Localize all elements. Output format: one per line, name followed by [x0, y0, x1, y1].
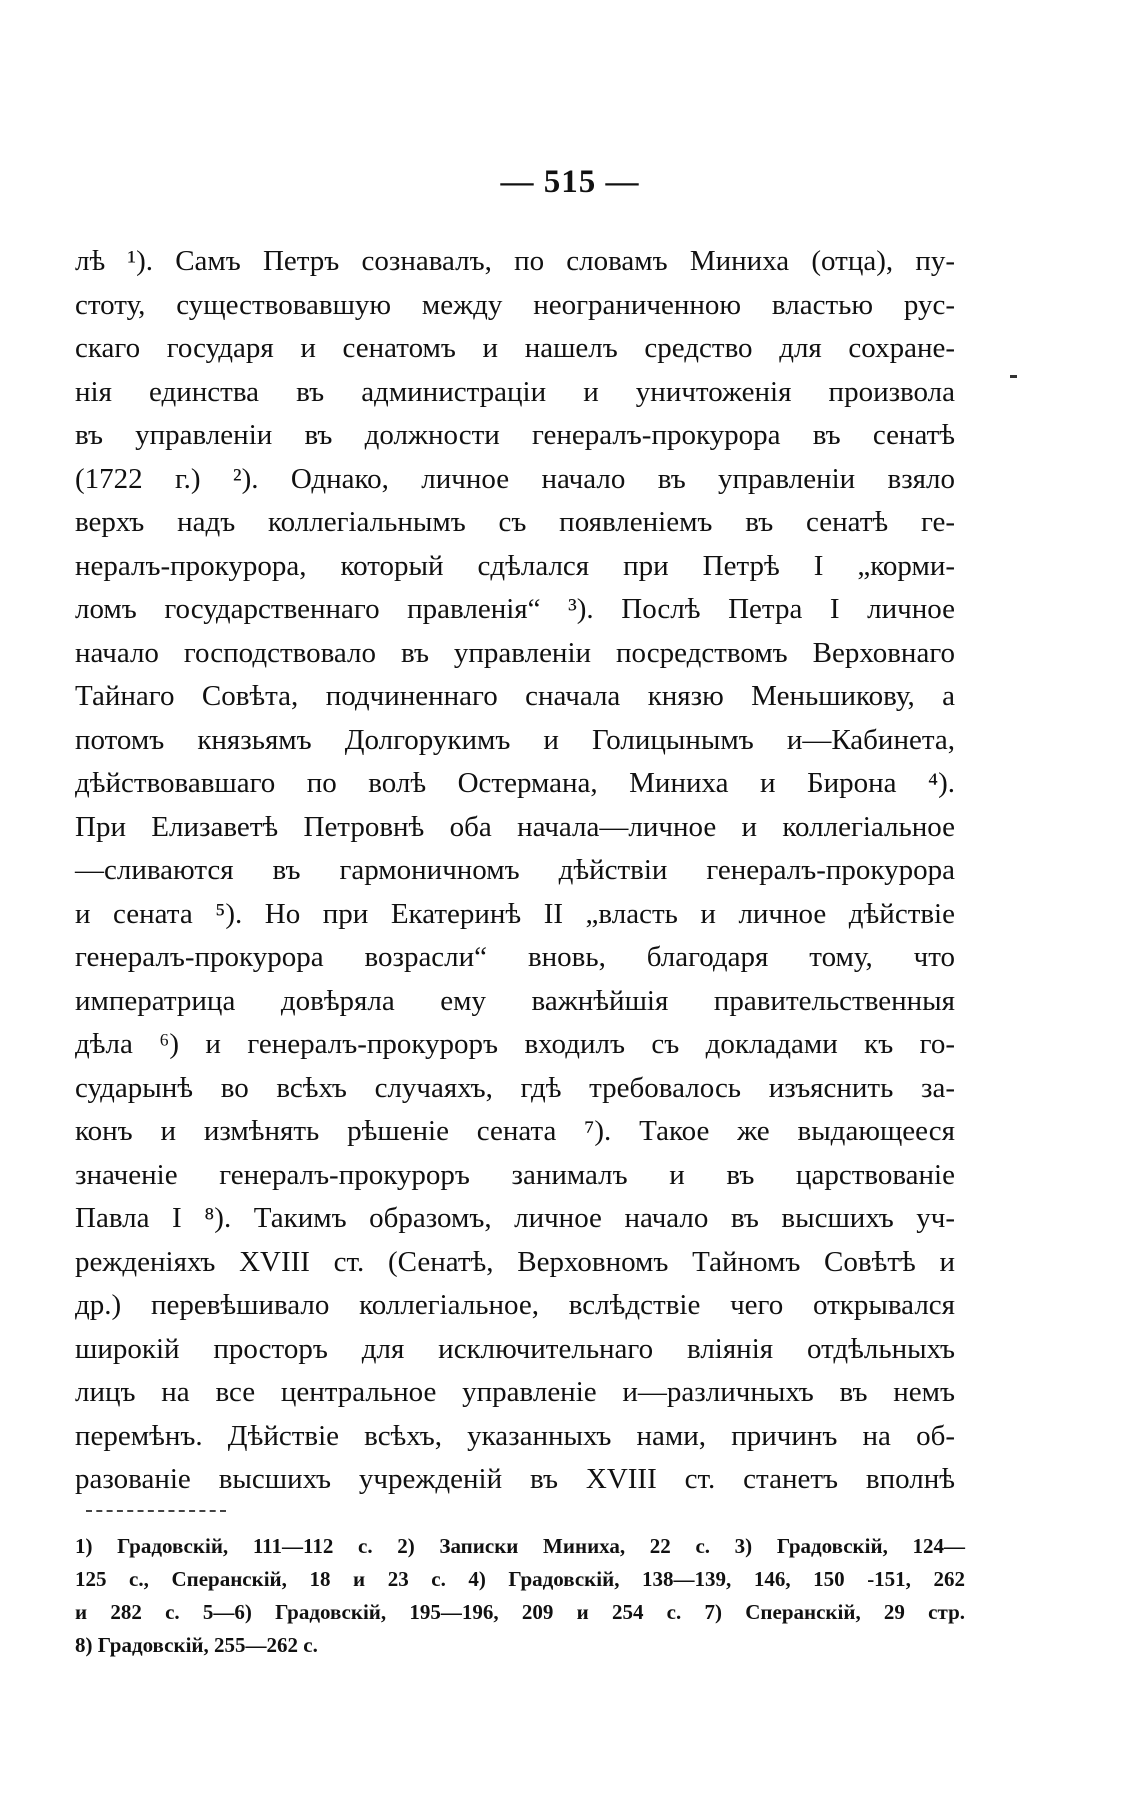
text-line: —сливаются въ гармоничномъ дѣйствіи генералъ-прокурора — [75, 854, 955, 886]
text-line: въ управленіи въ должности генералъ-прокурора въ сенатѣ — [75, 419, 955, 451]
footnote-line: и 282 с. 5—6) Градовскій, 195—196, 209 и 254 с. 7) Сперанскій, 29 стр. — [75, 1600, 965, 1624]
text-line: разованіе высшихъ учрежденій въ XVIII ст. станетъ вполнѣ — [75, 1463, 955, 1495]
text-line: дѣла ⁶) и генералъ-прокуроръ входилъ съ докладами къ го- — [75, 1028, 955, 1060]
footnotes — [75, 1530, 965, 1662]
text-line: императрица довѣряла ему важнѣйшія правительственныя — [75, 984, 955, 1017]
text-line: широкій просторъ для исключительнаго вліянія отдѣльныхъ — [75, 1332, 955, 1365]
text-line: нералъ-прокурора, который сдѣлался при Петрѣ I „корми- — [75, 549, 955, 582]
text-line: генералъ-прокурора возрасли“ вновь, благодаря тому, что — [75, 941, 955, 973]
text-line: верхъ надъ коллегіальнымъ съ появленіемъ въ сенатѣ ге- — [75, 506, 955, 538]
footnote-line: 8) Градовскій, 255—262 с. — [75, 1633, 318, 1657]
text-line: дѣйствовавшаго по волѣ Остермана, Миниха и Бирона ⁴). — [75, 767, 955, 799]
text-line: Тайнаго Совѣта, подчиненнаго сначала князю Меньшикову, а — [75, 680, 955, 712]
text-line: начало господствовало въ управленіи посредствомъ Верховнаго — [75, 636, 955, 669]
text-line: (1722 г.) ²). Однако, личное начало въ управленіи взяло — [75, 462, 955, 495]
text-line: и сената ⁵). Но при Екатеринѣ II „власть и личное дѣйствіе — [75, 897, 955, 930]
page-number: — 515 — — [500, 164, 640, 200]
text-line: Павла I ⁸). Такимъ образомъ, личное начало въ высшихъ уч- — [75, 1202, 955, 1234]
footnote-line: 1) Градовскій, 111—112 с. 2) Записки Миниха, 22 с. 3) Градовскій, 124— — [75, 1534, 965, 1558]
text-line: лѣ ¹). Самъ Петръ сознавалъ, по словамъ Миниха (отца), пу- — [75, 245, 955, 277]
footnote-line: 125 с., Сперанскій, 18 и 23 с. 4) Градовскій, 138—139, 146, 150 -151, 262 — [75, 1567, 965, 1591]
text-line: значеніе генералъ-прокуроръ занималъ и въ царствованіе — [75, 1158, 955, 1191]
text-line: ломъ государственнаго правленія“ ³). Послѣ Петра I личное — [75, 593, 955, 625]
text-line: др.) перевѣшивало коллегіальное, вслѣдствіе чего открывался — [75, 1289, 955, 1321]
footnote-separator — [86, 1510, 226, 1512]
text-line: нія единства въ администраціи и уничтоженія произвола — [75, 375, 955, 408]
main-text — [75, 240, 955, 1502]
text-line: скаго государя и сенатомъ и нашелъ средство для сохране- — [75, 332, 955, 364]
text-line: сударынѣ во всѣхъ случаяхъ, гдѣ требовалось изъяснить за- — [75, 1071, 955, 1104]
text-line: При Елизаветѣ Петровнѣ оба начала—личное и коллегіальное — [75, 810, 955, 843]
text-line: лицъ на все центральное управленіе и—различныхъ въ немъ — [75, 1376, 955, 1408]
scan-speck — [1010, 375, 1017, 378]
text-line: стоту, существовавшую между неограниченною властью рус- — [75, 288, 955, 321]
text-line: потомъ князьямъ Долгорукимъ и Голицынымъ и—Кабинета, — [75, 723, 955, 756]
text-line: перемѣнъ. Дѣйствіе всѣхъ, указанныхъ нами, причинъ на об- — [75, 1419, 955, 1452]
text-line: конъ и измѣнять рѣшеніе сената ⁷). Такое же выдающееся — [75, 1115, 955, 1147]
text-line: режденіяхъ XVIII ст. (Сенатѣ, Верховномъ Тайномъ Совѣтѣ и — [75, 1245, 955, 1278]
